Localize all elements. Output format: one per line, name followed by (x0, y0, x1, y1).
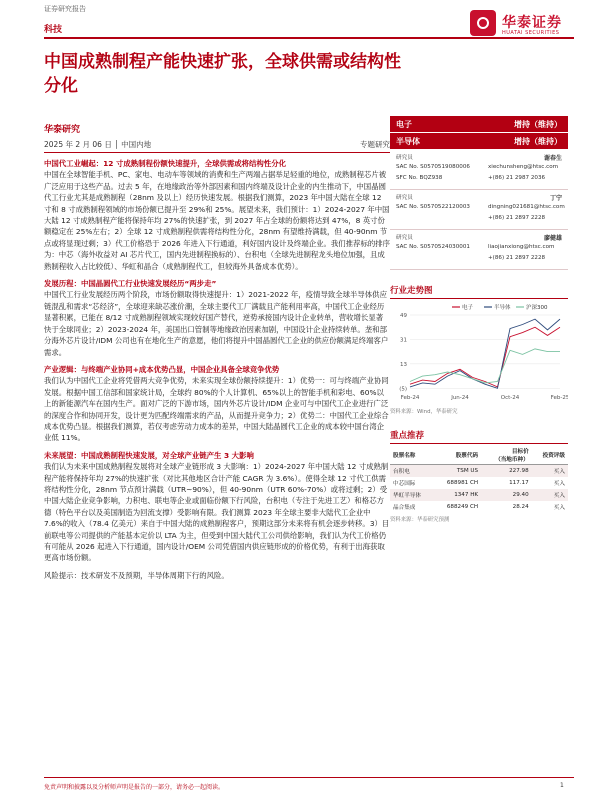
x-tick-label: Oct-24 (500, 395, 520, 401)
x-tick-label: Feb-25 (550, 395, 568, 401)
analyst-sac: SAC No. S0570519080006 (396, 164, 470, 170)
y-tick-label: 31 (400, 337, 407, 344)
col-target-label: 目标价 (511, 449, 529, 455)
series-line (410, 349, 560, 383)
trend-chart (390, 301, 568, 405)
logo-text-en: HUATAI SECURITIES (502, 30, 560, 36)
analyst-phone: +(86) 21 2897 2228 (488, 215, 546, 221)
stock-rating: 买入 (553, 469, 565, 475)
page-number: 1 (560, 782, 564, 789)
report-category: 证券研究报告 (44, 5, 86, 13)
stock-target: 227.98 (509, 468, 529, 474)
analyst-sfc: SFC No. BQZ938 (396, 175, 443, 181)
analyst-phone: +(86) 21 2987 2036 (488, 175, 546, 181)
stock-code: TSM US (456, 468, 479, 474)
analyst-email[interactable]: dingning021681@htsc.com (488, 204, 565, 210)
section-body: 我们认为中国代工企业将凭借两大竞争优势，未来实现全球份额持续提升：1）优势一：可与终端产业协同发展。根据中国工信部和国家统计局，全球约 80%的个人计算机、65%以上的智能手机和彩电、60%以上的新能源汽车在国内生产。面对广泛的下游市场，国内外芯片设计/IDM 企业可与中国代工企业进行广泛的深度合作和协同开发，设计更为匹配终端需求的产品，从而提升竞争力；2）优势二：中国代工企业综合成本优势凸显。根据我们测算，若仅考虑劳动力成本的差异，中国大陆晶圆代工企业的成本较中国台湾企业低 11%。 (44, 376, 389, 443)
stocks-heading: 重点推荐 (390, 429, 568, 444)
section-4 (44, 450, 390, 564)
table-row (390, 465, 568, 478)
analyst-name: 谢春生 (543, 155, 562, 162)
stock-rating: 买入 (553, 505, 565, 511)
analyst-sac: SAC No. S0570524030001 (396, 244, 470, 250)
stock-name: 晶合集成 (393, 505, 416, 511)
analyst-role: 研究员 (396, 235, 413, 241)
stock-table (390, 446, 568, 513)
x-tick-label: Feb-24 (400, 395, 420, 401)
industry-rating: 增持（维持） (514, 120, 562, 129)
stock-code: 1347 HK (454, 492, 479, 498)
section-body: 我们认为未来中国成熟制程发展将对全球产业链形成 3 大影响：1）2024-2027 年中国大陆 12 寸成熟制程产能将保持年均 27%的快速扩张（对比其他地区合计产能 CAGR 为 3.6%）。使得全球 12 寸代工供需将结构性分化，28nm 节点预计满载（UTR~90%），但 40-90nm（UTR 60%-70%）或将过剩；2）受中国大陆企业竞争影响，力积电、联电等企业或面临份额下行风险，台积电（专注于先进工艺）和格芯方德（特色平台以及美国制造为回流支撑）受影响有限。我们测算 2023 年全球主要非大陆代工企业中 7.6%的收入（78.4 亿美元）来自于中国大陆的成熟制程客户，预期这部分未来将有机会逐步转移。3）目前联电等公司提供的产能基本定价以 LTA 为主，但受到中国大陆代工公司供给影响，我们认为代工价格仍有可能从 2026 起进入下行通道，国内设计/OEM 公司凭借国内供应链形成的价格优势，有利于出海获取更高市场份额。 (44, 462, 390, 563)
section-title: 发展历程：中国晶圆代工行业快速发展经历“两步走” (44, 279, 217, 289)
stock-target: 28.24 (512, 504, 529, 510)
stock-code: 688249 CH (446, 504, 479, 510)
report-type: 专题研究 (360, 140, 390, 149)
analyst-phone: +(86) 21 2897 2228 (488, 255, 546, 261)
stock-rating: 买入 (553, 493, 565, 499)
stock-target: 29.40 (512, 492, 529, 498)
table-row (390, 501, 568, 513)
x-tick-label: Jun-24 (451, 395, 469, 401)
industry-rating: 增持（维持） (514, 137, 562, 146)
analyst-email[interactable]: xiechunsheng@htsc.com (488, 164, 559, 170)
section-body: 中国代工行业发展经历两个阶段，市场份额取得快速提升：1）2021-2022 年，疫情导致全球半导体供应链混乱和需求“芯经济”，全球迎来缺芯涨价潮，全球主要代工厂满载且产能利用率高，中国代工企业经历显著积累，已能在 8/12 寸成熟制程领域实现较好国产替代，逆势承接国内设计企业转单，营收增长显著快于全球同业；2）2023-2024 年，美国出口管制等地缘政治因素加剧，中国设计企业持续转单。垄和部分海外芯片设计/IDM 公司也有在地化生产的意愿，他们将提升中国晶圆代工企业的供应份额满足终端客户需求。 (44, 290, 389, 357)
logo-text-cn: 华泰证券 (502, 15, 562, 31)
analyst-sac: SAC No. S0570522120003 (396, 204, 470, 210)
analyst-name: 廖健雄 (543, 235, 562, 242)
table-header-row (390, 446, 568, 465)
industry-name: 半导体 (396, 137, 420, 146)
table-source: 资料来源：华泰研究预测 (390, 517, 450, 523)
research-brand: 华泰研究 (44, 125, 81, 135)
series-line (410, 327, 560, 387)
stock-code: 688981 CH (446, 480, 479, 486)
analyst-role: 研究员 (396, 155, 413, 161)
stock-name: 台积电 (393, 469, 410, 475)
y-tick-label: (5) (399, 386, 407, 393)
footer-divider (44, 777, 574, 778)
analyst-role: 研究员 (396, 195, 413, 201)
footer-disclaimer: 免责声明和披露以及分析师声明是报告的一部分，请务必一起阅读。 (44, 784, 225, 791)
y-tick-label: 49 (400, 313, 407, 319)
table-row (390, 477, 568, 489)
stock-name: 华虹半导体 (393, 493, 421, 499)
main-divider (44, 152, 390, 153)
header-divider (44, 37, 574, 39)
section-body: 中国在全球智能手机、PC、家电、电动车等领域的消费和生产两端占据举足轻重的地位，成熟制程芯片被广泛应用于这些产品。过去 5 年，在地缘政治等外部因素和国内终端及设计企业的内生推动下，中国晶圆代工行业尤其是成熟制程（28nm 及以上）经历快速发展。根据我们测算，2023 年中国大陆在全球 12 寸和 8 寸成熟制程领域的市场份额已提升至 29%和 25%。展望未来，我们预计：1）2024-2027 年中国大陆 12 寸成熟制程产能将保持年均 27%的快速扩张，到 2027 年占全球的份额将达到 47%，8 英寸份额稳定在 25%左右；2）全球 12 寸成熟制程供需将结构性分化，28nm 有望维持满载，但 40-90nm 节点或将显现过剩；3）代工价格恐于 2026 年进入下行通道，利好国内设计及终端企业。我们推荐标的排序为：中芯（海外收益对 AI 芯片代工，国内先进制程换标的）、台积电（全球先进制程龙头地位加强，且成熟制程收入占比较低）、华虹和晶合（成熟制程代工，但较海外具备成本优势）。 (44, 170, 391, 271)
col-target-unit: （当地币种） (495, 457, 529, 463)
legend-label: 沪深300 (526, 305, 548, 311)
section-1 (44, 158, 390, 272)
section-2 (44, 278, 390, 358)
section-3 (44, 364, 390, 444)
col-rating: 投资评级 (542, 453, 565, 459)
trend-chart-svg (390, 301, 568, 405)
rating-row (390, 133, 568, 150)
risk-warning: 风险提示：技术研发不及预期，半导体周期下行的风险。 (44, 570, 229, 580)
main-body (44, 158, 390, 581)
analyst-card (390, 150, 568, 190)
rating-row (390, 116, 568, 133)
sidebar (390, 116, 568, 523)
report-title: 中国成熟制程产能快速扩张，全球供需或结构性分化 (44, 52, 401, 96)
stock-rating: 买入 (553, 481, 565, 487)
trend-heading: 行业走势图 (390, 284, 568, 299)
series-line (410, 319, 560, 388)
analyst-name: 丁宁 (549, 195, 562, 202)
stock-name: 中芯国际 (393, 481, 416, 487)
section-title: 未来展望：中国成熟制程快速发展，对全球产业链产生 3 大影响 (44, 450, 254, 460)
chart-source: 资料来源：Wind，华泰研究 (390, 409, 458, 415)
y-tick-label: 13 (400, 361, 407, 368)
col-code: 股票代码 (455, 453, 479, 459)
logo-icon (470, 10, 496, 36)
table-row (390, 489, 568, 501)
report-sector: 科技 (44, 25, 63, 35)
legend-label: 半导体 (494, 305, 511, 311)
analyst-email[interactable]: liaojianxiong@htsc.com (488, 244, 555, 250)
col-target (481, 446, 532, 465)
stock-target: 117.17 (509, 480, 529, 486)
col-stock: 股票名称 (393, 453, 416, 459)
industry-name: 电子 (396, 120, 412, 129)
report-date: 2025 年 2 月 06 日 │ 中国内地 (44, 140, 152, 149)
legend-label: 电子 (462, 305, 474, 311)
section-title: 中国代工业崛起：12 寸成熟制程份额快速提升，全球供需或将结构性分化 (44, 159, 286, 168)
analyst-card (390, 190, 568, 230)
section-title: 产业逻辑：与终端产业协同+成本优势凸显，中国企业具备全球竞争优势 (44, 364, 280, 374)
analyst-card (390, 230, 568, 270)
